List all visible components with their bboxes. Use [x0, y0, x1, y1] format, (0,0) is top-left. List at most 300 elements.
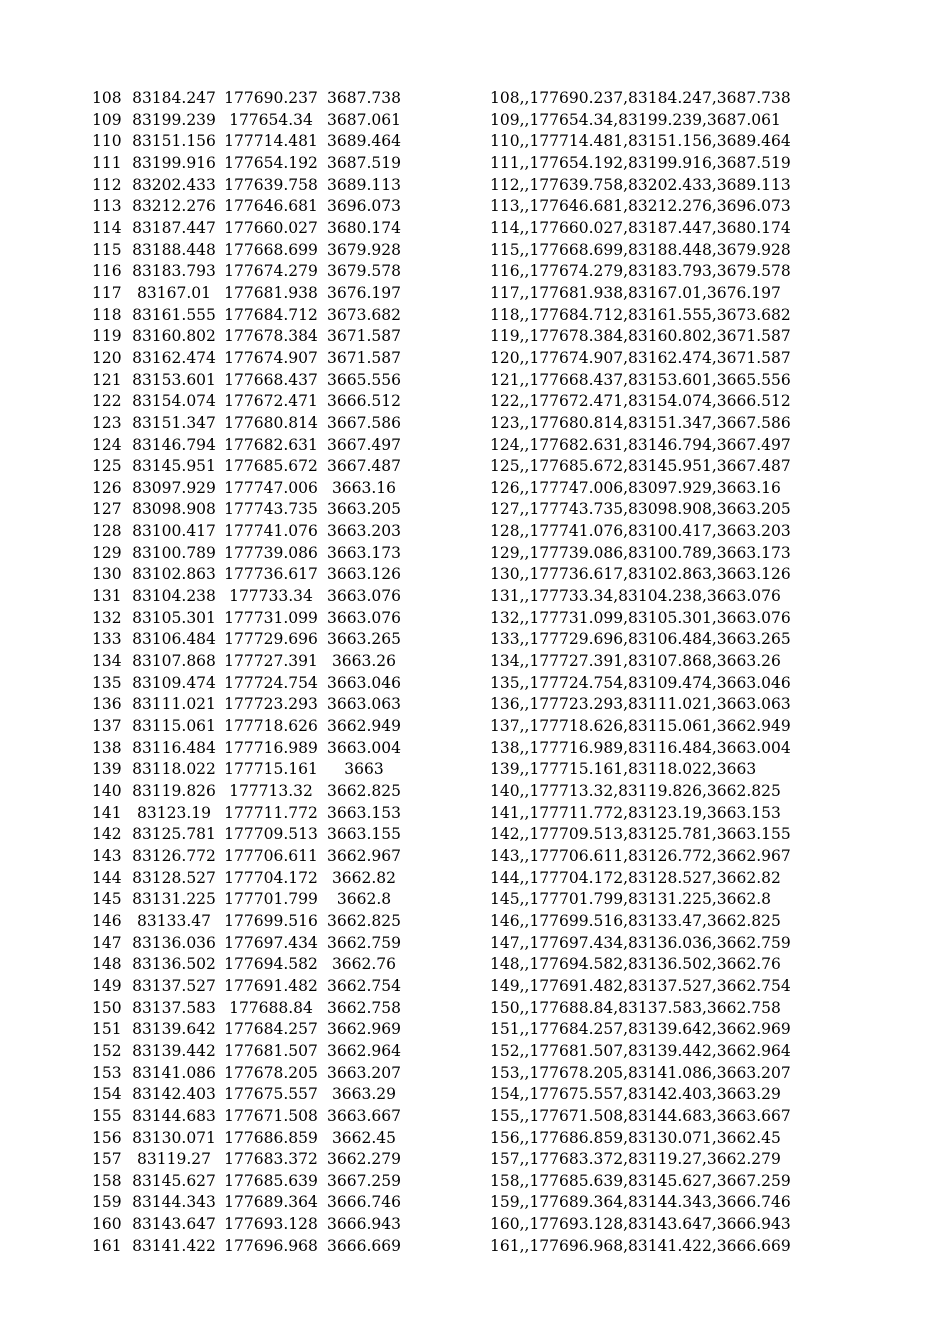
- point-number-cell: 120: [92, 348, 122, 367]
- elevation-cell: 3662.969: [327, 1020, 401, 1039]
- elevation-cell: 3663.004: [327, 738, 401, 757]
- point-number-cell: 160: [92, 1215, 122, 1234]
- point-number-cell: 139: [92, 760, 122, 779]
- y-coordinate-cell: 177685.639: [224, 1171, 318, 1190]
- table-row: [0, 348, 950, 370]
- formatted-record-cell: 144,,177704.172,83128.527,3662.82: [490, 868, 781, 887]
- x-coordinate-cell: 83141.422: [132, 1236, 216, 1255]
- table-row: [0, 954, 950, 976]
- x-coordinate-cell: 83128.527: [132, 868, 216, 887]
- formatted-record-cell: 151,,177684.257,83139.642,3662.969: [490, 1020, 791, 1039]
- y-coordinate-cell: 177724.754: [224, 673, 318, 692]
- elevation-cell: 3665.556: [327, 370, 401, 389]
- y-coordinate-cell: 177706.611: [224, 846, 318, 865]
- elevation-cell: 3662.967: [327, 846, 401, 865]
- x-coordinate-cell: 83133.47: [137, 911, 211, 930]
- table-row: [0, 564, 950, 586]
- x-coordinate-cell: 83123.19: [137, 803, 211, 822]
- coordinate-table: [0, 88, 950, 1257]
- x-coordinate-cell: 83137.583: [132, 998, 216, 1017]
- x-coordinate-cell: 83119.826: [132, 782, 216, 800]
- point-number-cell: 116: [92, 262, 122, 281]
- point-number-cell: 154: [92, 1085, 122, 1104]
- table-row: [0, 998, 950, 1020]
- point-number-cell: 152: [92, 1041, 122, 1060]
- elevation-cell: 3679.578: [327, 262, 401, 281]
- x-coordinate-cell: 83100.417: [132, 522, 216, 541]
- formatted-record-cell: 160,,177693.128,83143.647,3666.943: [490, 1215, 791, 1234]
- x-coordinate-cell: 83202.433: [132, 175, 216, 194]
- elevation-cell: 3663.076: [327, 608, 401, 627]
- table-row: [0, 456, 950, 478]
- point-number-cell: 137: [92, 717, 122, 736]
- y-coordinate-cell: 177715.161: [224, 760, 318, 779]
- formatted-record-cell: 155,,177671.508,83144.683,3663.667: [490, 1106, 791, 1125]
- elevation-cell: 3662.76: [331, 955, 397, 974]
- y-coordinate-cell: 177654.192: [224, 153, 318, 172]
- elevation-cell: 3663.265: [327, 630, 401, 649]
- elevation-cell: 3663.173: [327, 543, 401, 562]
- point-number-cell: 135: [92, 673, 122, 692]
- table-row: [0, 240, 950, 262]
- y-coordinate-cell: 177723.293: [224, 695, 318, 714]
- x-coordinate-cell: 83199.916: [132, 153, 216, 172]
- x-coordinate-cell: 83136.502: [132, 955, 216, 974]
- y-coordinate-cell: 177736.617: [224, 565, 318, 584]
- x-coordinate-cell: 83119.27: [137, 1150, 211, 1169]
- x-coordinate-cell: 83116.484: [132, 738, 216, 757]
- table-row: [0, 413, 950, 435]
- x-coordinate-cell: 83104.238: [132, 587, 216, 606]
- point-number-cell: 146: [92, 911, 122, 930]
- x-coordinate-cell: 83151.156: [132, 132, 216, 151]
- y-coordinate-cell: 177674.279: [224, 262, 318, 281]
- x-coordinate-cell: 83151.347: [132, 413, 216, 432]
- y-coordinate-cell: 177671.508: [224, 1106, 318, 1125]
- y-coordinate-cell: 177678.205: [224, 1063, 318, 1082]
- point-number-cell: 149: [92, 976, 122, 995]
- table-row: [0, 88, 950, 110]
- table-row: [0, 326, 950, 348]
- point-number-cell: 151: [92, 1020, 122, 1039]
- table-row: [0, 1192, 950, 1214]
- y-coordinate-cell: 177639.758: [224, 175, 318, 194]
- elevation-cell: 3662.758: [327, 998, 401, 1017]
- point-number-cell: 147: [92, 933, 122, 952]
- y-coordinate-cell: 177693.128: [224, 1215, 318, 1234]
- point-number-cell: 134: [92, 652, 122, 671]
- elevation-cell: 3689.113: [327, 175, 401, 194]
- x-coordinate-cell: 83199.239: [132, 110, 216, 129]
- table-row: [0, 694, 950, 716]
- y-coordinate-cell: 177714.481: [224, 132, 318, 151]
- point-number-cell: 123: [92, 413, 122, 432]
- elevation-cell: 3662.754: [327, 976, 401, 995]
- x-coordinate-cell: 83187.447: [132, 218, 216, 237]
- table-row: [0, 759, 950, 781]
- point-number-cell: 125: [92, 457, 122, 476]
- y-coordinate-cell: 177716.989: [224, 738, 318, 757]
- elevation-cell: 3663.16: [331, 478, 397, 497]
- table-row: [0, 391, 950, 413]
- point-number-cell: 112: [92, 175, 122, 194]
- table-row: [0, 196, 950, 218]
- formatted-record-cell: 145,,177701.799,83131.225,3662.8: [490, 890, 772, 909]
- y-coordinate-cell: 177646.681: [224, 197, 318, 216]
- table-row: [0, 1236, 950, 1258]
- point-number-cell: 148: [92, 955, 122, 974]
- formatted-record-cell: 126,,177747.006,83097.929,3663.16: [490, 478, 781, 497]
- formatted-record-cell: 111,,177654.192,83199.916,3687.519: [490, 153, 791, 172]
- table-row: [0, 1171, 950, 1193]
- elevation-cell: 3689.464: [327, 132, 401, 151]
- formatted-record-cell: 143,,177706.611,83126.772,3662.967: [490, 846, 791, 865]
- table-row: [0, 651, 950, 673]
- point-number-cell: 161: [92, 1236, 122, 1255]
- formatted-record-cell: 133,,177729.696,83106.484,3663.265: [490, 630, 791, 649]
- elevation-cell: 3662.45: [331, 1128, 397, 1147]
- y-coordinate-cell: 177731.099: [224, 608, 318, 627]
- table-row: [0, 1041, 950, 1063]
- formatted-record-cell: 132,,177731.099,83105.301,3663.076: [490, 608, 791, 627]
- point-number-cell: 109: [92, 110, 122, 129]
- point-number-cell: 156: [92, 1128, 122, 1147]
- x-coordinate-cell: 83161.555: [132, 305, 216, 324]
- point-number-cell: 133: [92, 630, 122, 649]
- point-number-cell: 129: [92, 543, 122, 562]
- point-number-cell: 127: [92, 500, 122, 519]
- point-number-cell: 140: [92, 782, 122, 800]
- table-row: [0, 1106, 950, 1128]
- elevation-cell: 3662.825: [327, 911, 401, 930]
- point-number-cell: 155: [92, 1106, 122, 1125]
- x-coordinate-cell: 83139.642: [132, 1020, 216, 1039]
- table-row: [0, 499, 950, 521]
- formatted-record-cell: 140,,177713.32,83119.826,3662.825: [490, 782, 781, 800]
- table-row: [0, 911, 950, 933]
- formatted-record-cell: 135,,177724.754,83109.474,3663.046: [490, 673, 791, 692]
- elevation-cell: 3663: [344, 760, 384, 779]
- elevation-cell: 3676.197: [327, 283, 401, 302]
- formatted-record-cell: 127,,177743.735,83098.908,3663.205: [490, 500, 791, 519]
- y-coordinate-cell: 177683.372: [224, 1150, 318, 1169]
- table-row: [0, 586, 950, 608]
- point-number-cell: 142: [92, 825, 122, 844]
- formatted-record-cell: 156,,177686.859,83130.071,3662.45: [490, 1128, 781, 1147]
- formatted-record-cell: 150,,177688.84,83137.583,3662.758: [490, 998, 781, 1017]
- elevation-cell: 3663.046: [327, 673, 401, 692]
- table-row: [0, 283, 950, 305]
- point-number-cell: 128: [92, 522, 122, 541]
- table-row: [0, 1214, 950, 1236]
- y-coordinate-cell: 177682.631: [224, 435, 318, 454]
- table-row: [0, 435, 950, 457]
- y-coordinate-cell: 177699.516: [224, 911, 318, 930]
- elevation-cell: 3680.174: [327, 218, 401, 237]
- y-coordinate-cell: 177701.799: [224, 890, 318, 909]
- point-number-cell: 150: [92, 998, 122, 1017]
- x-coordinate-cell: 83145.951: [132, 457, 216, 476]
- y-coordinate-cell: 177680.814: [224, 413, 318, 432]
- table-row: [0, 889, 950, 911]
- elevation-cell: 3671.587: [327, 348, 401, 367]
- x-coordinate-cell: 83125.781: [132, 825, 216, 844]
- formatted-record-cell: 158,,177685.639,83145.627,3667.259: [490, 1171, 791, 1190]
- formatted-record-cell: 153,,177678.205,83141.086,3663.207: [490, 1063, 791, 1082]
- formatted-record-cell: 146,,177699.516,83133.47,3662.825: [490, 911, 781, 930]
- formatted-record-cell: 119,,177678.384,83160.802,3671.587: [490, 327, 791, 346]
- elevation-cell: 3687.519: [327, 153, 401, 172]
- x-coordinate-cell: 83136.036: [132, 933, 216, 952]
- y-coordinate-cell: 177697.434: [224, 933, 318, 952]
- table-row: [0, 1128, 950, 1150]
- point-number-cell: 132: [92, 608, 122, 627]
- formatted-record-cell: 114,,177660.027,83187.447,3680.174: [490, 218, 791, 237]
- formatted-record-cell: 138,,177716.989,83116.484,3663.004: [490, 738, 791, 757]
- y-coordinate-cell: 177668.437: [224, 370, 318, 389]
- table-row: [0, 153, 950, 175]
- elevation-cell: 3663.667: [327, 1106, 401, 1125]
- y-coordinate-cell: 177688.84: [229, 998, 313, 1017]
- table-row: [0, 933, 950, 955]
- elevation-cell: 3662.82: [331, 868, 397, 887]
- x-coordinate-cell: 83137.527: [132, 976, 216, 995]
- point-number-cell: 158: [92, 1171, 122, 1190]
- point-number-cell: 118: [92, 305, 122, 324]
- y-coordinate-cell: 177678.384: [224, 327, 318, 346]
- formatted-record-cell: 110,,177714.481,83151.156,3689.464: [490, 132, 791, 151]
- formatted-record-cell: 129,,177739.086,83100.789,3663.173: [490, 543, 791, 562]
- point-number-cell: 122: [92, 392, 122, 411]
- y-coordinate-cell: 177713.32: [229, 782, 313, 800]
- formatted-record-cell: 148,,177694.582,83136.502,3662.76: [490, 955, 781, 974]
- y-coordinate-cell: 177681.938: [224, 283, 318, 302]
- point-number-cell: 153: [92, 1063, 122, 1082]
- elevation-cell: 3662.825: [327, 782, 401, 800]
- point-number-cell: 121: [92, 370, 122, 389]
- formatted-record-cell: 159,,177689.364,83144.343,3666.746: [490, 1193, 791, 1212]
- point-number-cell: 131: [92, 587, 122, 606]
- y-coordinate-cell: 177729.696: [224, 630, 318, 649]
- y-coordinate-cell: 177691.482: [224, 976, 318, 995]
- y-coordinate-cell: 177689.364: [224, 1193, 318, 1212]
- x-coordinate-cell: 83144.683: [132, 1106, 216, 1125]
- formatted-record-cell: 118,,177684.712,83161.555,3673.682: [490, 305, 791, 324]
- point-number-cell: 138: [92, 738, 122, 757]
- x-coordinate-cell: 83183.793: [132, 262, 216, 281]
- y-coordinate-cell: 177711.772: [224, 803, 318, 822]
- elevation-cell: 3673.682: [327, 305, 401, 324]
- formatted-record-cell: 128,,177741.076,83100.417,3663.203: [490, 522, 791, 541]
- formatted-record-cell: 125,,177685.672,83145.951,3667.487: [490, 457, 791, 476]
- elevation-cell: 3663.26: [331, 652, 397, 671]
- formatted-record-cell: 137,,177718.626,83115.061,3662.949: [490, 717, 791, 736]
- y-coordinate-cell: 177684.257: [224, 1020, 318, 1039]
- elevation-cell: 3667.487: [327, 457, 401, 476]
- x-coordinate-cell: 83188.448: [132, 240, 216, 259]
- x-coordinate-cell: 83141.086: [132, 1063, 216, 1082]
- y-coordinate-cell: 177727.391: [224, 652, 318, 671]
- elevation-cell: 3663.063: [327, 695, 401, 714]
- x-coordinate-cell: 83143.647: [132, 1215, 216, 1234]
- elevation-cell: 3662.949: [327, 717, 401, 736]
- point-number-cell: 136: [92, 695, 122, 714]
- y-coordinate-cell: 177747.006: [224, 478, 318, 497]
- formatted-record-cell: 131,,177733.34,83104.238,3663.076: [490, 587, 781, 606]
- x-coordinate-cell: 83160.802: [132, 327, 216, 346]
- formatted-record-cell: 130,,177736.617,83102.863,3663.126: [490, 565, 791, 584]
- x-coordinate-cell: 83105.301: [132, 608, 216, 627]
- formatted-record-cell: 113,,177646.681,83212.276,3696.073: [490, 197, 791, 216]
- y-coordinate-cell: 177660.027: [224, 218, 318, 237]
- y-coordinate-cell: 177674.907: [224, 348, 318, 367]
- y-coordinate-cell: 177672.471: [224, 392, 318, 411]
- table-row: [0, 803, 950, 825]
- elevation-cell: 3663.153: [327, 803, 401, 822]
- elevation-cell: 3662.964: [327, 1041, 401, 1060]
- table-row: [0, 824, 950, 846]
- x-coordinate-cell: 83154.074: [132, 392, 216, 411]
- x-coordinate-cell: 83109.474: [132, 673, 216, 692]
- table-row: [0, 781, 950, 803]
- point-number-cell: 126: [92, 478, 122, 497]
- x-coordinate-cell: 83111.021: [132, 695, 216, 714]
- x-coordinate-cell: 83115.061: [132, 717, 216, 736]
- table-row: [0, 370, 950, 392]
- point-number-cell: 159: [92, 1193, 122, 1212]
- x-coordinate-cell: 83098.908: [132, 500, 216, 519]
- formatted-record-cell: 142,,177709.513,83125.781,3663.155: [490, 825, 791, 844]
- x-coordinate-cell: 83212.276: [132, 197, 216, 216]
- point-number-cell: 124: [92, 435, 122, 454]
- table-row: [0, 716, 950, 738]
- formatted-record-cell: 122,,177672.471,83154.074,3666.512: [490, 392, 791, 411]
- table-row: [0, 629, 950, 651]
- x-coordinate-cell: 83144.343: [132, 1193, 216, 1212]
- y-coordinate-cell: 177696.968: [224, 1236, 318, 1255]
- point-number-cell: 145: [92, 890, 122, 909]
- formatted-record-cell: 139,,177715.161,83118.022,3663: [490, 760, 757, 779]
- y-coordinate-cell: 177704.172: [224, 868, 318, 887]
- elevation-cell: 3667.259: [327, 1171, 401, 1190]
- x-coordinate-cell: 83118.022: [132, 760, 216, 779]
- elevation-cell: 3663.29: [331, 1085, 397, 1104]
- x-coordinate-cell: 83100.789: [132, 543, 216, 562]
- point-number-cell: 119: [92, 327, 122, 346]
- elevation-cell: 3666.746: [327, 1193, 401, 1212]
- x-coordinate-cell: 83146.794: [132, 435, 216, 454]
- x-coordinate-cell: 83167.01: [137, 283, 211, 302]
- formatted-record-cell: 157,,177683.372,83119.27,3662.279: [490, 1150, 781, 1169]
- table-row: [0, 1063, 950, 1085]
- x-coordinate-cell: 83153.601: [132, 370, 216, 389]
- elevation-cell: 3666.669: [327, 1236, 401, 1255]
- point-number-cell: 113: [92, 197, 122, 216]
- formatted-record-cell: 117,,177681.938,83167.01,3676.197: [490, 283, 781, 302]
- y-coordinate-cell: 177685.672: [224, 457, 318, 476]
- table-row: [0, 175, 950, 197]
- formatted-record-cell: 152,,177681.507,83139.442,3662.964: [490, 1041, 791, 1060]
- x-coordinate-cell: 83097.929: [132, 478, 216, 497]
- x-coordinate-cell: 83126.772: [132, 846, 216, 865]
- table-row: [0, 305, 950, 327]
- formatted-record-cell: 149,,177691.482,83137.527,3662.754: [490, 976, 791, 995]
- point-number-cell: 141: [92, 803, 122, 822]
- elevation-cell: 3663.203: [327, 522, 401, 541]
- y-coordinate-cell: 177709.513: [224, 825, 318, 844]
- point-number-cell: 114: [92, 218, 122, 237]
- elevation-cell: 3667.586: [327, 413, 401, 432]
- y-coordinate-cell: 177684.712: [224, 305, 318, 324]
- x-coordinate-cell: 83106.484: [132, 630, 216, 649]
- elevation-cell: 3696.073: [327, 197, 401, 216]
- point-number-cell: 108: [92, 89, 122, 107]
- formatted-record-cell: 112,,177639.758,83202.433,3689.113: [490, 175, 791, 194]
- x-coordinate-cell: 83102.863: [132, 565, 216, 584]
- table-row: [0, 218, 950, 240]
- y-coordinate-cell: 177690.237: [224, 89, 318, 107]
- point-number-cell: 117: [92, 283, 122, 302]
- x-coordinate-cell: 83142.403: [132, 1085, 216, 1104]
- x-coordinate-cell: 83130.071: [132, 1128, 216, 1147]
- point-number-cell: 111: [92, 153, 122, 172]
- elevation-cell: 3666.512: [327, 392, 401, 411]
- elevation-cell: 3662.8: [336, 890, 392, 909]
- y-coordinate-cell: 177739.086: [224, 543, 318, 562]
- table-row: [0, 1019, 950, 1041]
- formatted-record-cell: 108,,177690.237,83184.247,3687.738: [490, 89, 791, 107]
- formatted-record-cell: 134,,177727.391,83107.868,3663.26: [490, 652, 781, 671]
- table-row: [0, 131, 950, 153]
- formatted-record-cell: 115,,177668.699,83188.448,3679.928: [490, 240, 791, 259]
- table-row: [0, 478, 950, 500]
- y-coordinate-cell: 177743.735: [224, 500, 318, 519]
- formatted-record-cell: 120,,177674.907,83162.474,3671.587: [490, 348, 791, 367]
- x-coordinate-cell: 83107.868: [132, 652, 216, 671]
- elevation-cell: 3687.738: [327, 89, 401, 107]
- formatted-record-cell: 124,,177682.631,83146.794,3667.497: [490, 435, 791, 454]
- elevation-cell: 3663.205: [327, 500, 401, 519]
- elevation-cell: 3663.155: [327, 825, 401, 844]
- elevation-cell: 3667.497: [327, 435, 401, 454]
- formatted-record-cell: 141,,177711.772,83123.19,3663.153: [490, 803, 781, 822]
- x-coordinate-cell: 83131.225: [132, 890, 216, 909]
- table-row: [0, 846, 950, 868]
- point-number-cell: 144: [92, 868, 122, 887]
- table-row: [0, 738, 950, 760]
- elevation-cell: 3679.928: [327, 240, 401, 259]
- point-number-cell: 143: [92, 846, 122, 865]
- y-coordinate-cell: 177686.859: [224, 1128, 318, 1147]
- y-coordinate-cell: 177733.34: [229, 587, 313, 606]
- y-coordinate-cell: 177681.507: [224, 1041, 318, 1060]
- elevation-cell: 3687.061: [327, 110, 401, 129]
- elevation-cell: 3663.126: [327, 565, 401, 584]
- table-row: [0, 1149, 950, 1171]
- table-row: [0, 868, 950, 890]
- point-number-cell: 130: [92, 565, 122, 584]
- table-row: [0, 261, 950, 283]
- y-coordinate-cell: 177694.582: [224, 955, 318, 974]
- formatted-record-cell: 123,,177680.814,83151.347,3667.586: [490, 413, 791, 432]
- formatted-record-cell: 109,,177654.34,83199.239,3687.061: [490, 110, 781, 129]
- elevation-cell: 3663.207: [327, 1063, 401, 1082]
- x-coordinate-cell: 83139.442: [132, 1041, 216, 1060]
- table-row: [0, 608, 950, 630]
- table-row: [0, 1084, 950, 1106]
- y-coordinate-cell: 177675.557: [224, 1085, 318, 1104]
- formatted-record-cell: 161,,177696.968,83141.422,3666.669: [490, 1236, 791, 1255]
